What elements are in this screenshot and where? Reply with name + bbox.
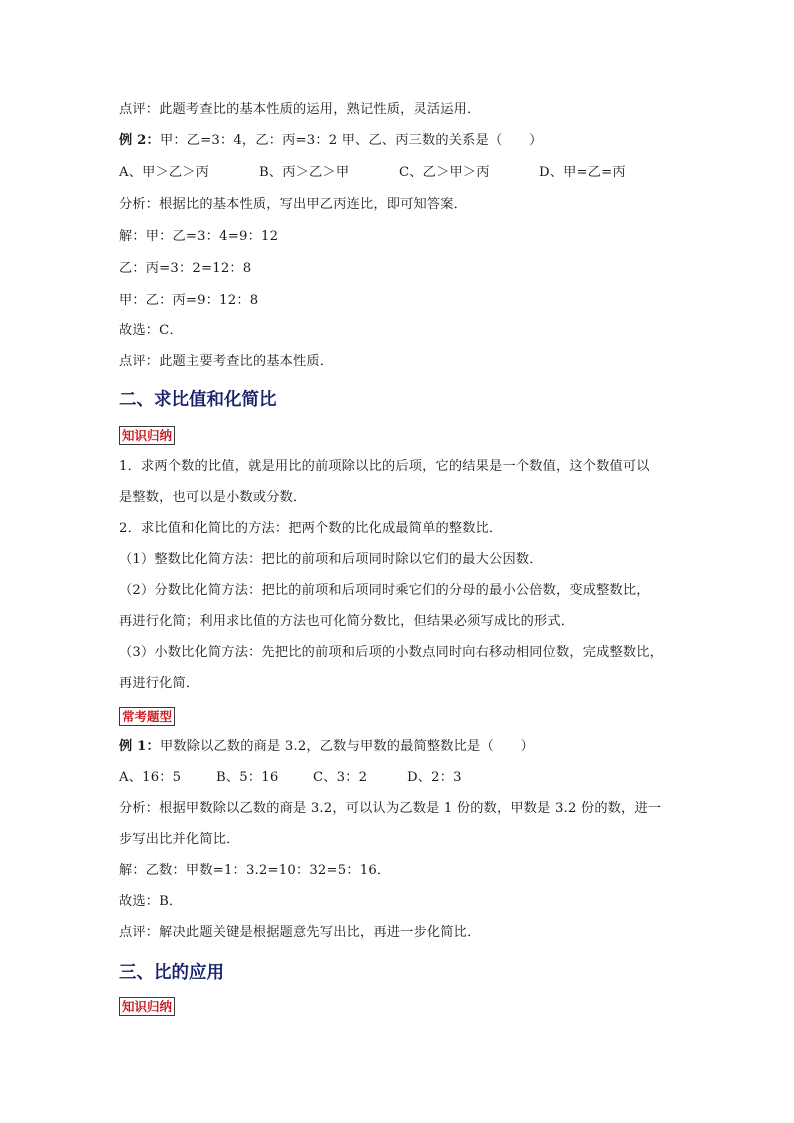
options-row [119, 768, 462, 788]
knowledge-point: 再进行化简． [119, 676, 200, 691]
section-heading: 二、求比值和化简比 [119, 390, 277, 410]
knowledge-point: 1．求两个数的比值，就是用比的前项除以比的后项，它的结果是一个数值，这个数值可以 [119, 459, 650, 474]
answer-text: 故选：B． [119, 894, 183, 909]
option-c: C、3：2 [313, 770, 368, 785]
knowledge-point: 是整数，也可以是小数或分数． [119, 490, 307, 505]
question-text: 甲数除以乙数的商是 3.2，乙数与甲数的最简整数比是（ ） [159, 739, 534, 754]
option-c: C、乙＞甲＞丙 [399, 165, 490, 180]
knowledge-point: （1）整数比化简方法：把比的前项和后项同时除以它们的最大公因数． [119, 552, 543, 567]
option-b: B、丙＞乙＞甲 [259, 165, 350, 180]
option-b: B、5：16 [216, 770, 279, 785]
solution-line: 甲：乙：丙=9：12：8 [119, 293, 259, 308]
solution-line: 乙：丙=3：2=12：8 [119, 261, 252, 276]
analysis-text: 步写出比并化简比． [119, 832, 240, 847]
knowledge-point: （2）分数比化简方法：把比的前项和后项同时乘它们的分母的最小公倍数，变成整数比， [119, 583, 650, 598]
example-2-question [119, 131, 543, 151]
review-text: 点评：此题主要考查比的基本性质． [119, 354, 334, 369]
option-d: D、甲=乙=丙 [539, 165, 626, 180]
analysis-text: 分析：根据比的基本性质，写出甲乙丙连比，即可知答案． [119, 197, 468, 212]
review-text: 点评：解决此题关键是根据题意先写出比，再进一步化简比． [119, 925, 481, 940]
solution-line: 解：甲：乙=3：4=9：12 [119, 229, 279, 244]
common-questions-tag: 常考题型 [119, 707, 175, 726]
answer-text: 故选：C． [119, 323, 183, 338]
option-d: D、2：3 [407, 770, 462, 785]
analysis-text: 分析：根据甲数除以乙数的商是 3.2，可以认为乙数是 1 份的数，甲数是 3.2 份的数，进一 [119, 801, 662, 816]
example-1-question [119, 737, 534, 757]
knowledge-point: 2．求比值和化简比的方法：把两个数的比化成最简单的整数比． [119, 521, 503, 536]
question-text: 甲：乙=3：4，乙：丙=3：2 甲、乙、丙三数的关系是（ ） [159, 133, 543, 148]
review-text: 点评：此题考查比的基本性质的运用，熟记性质，灵活运用． [119, 102, 481, 117]
solution-line: 解：乙数：甲数=1：3.2=10：32=5：16． [119, 863, 391, 878]
option-a: A、甲＞乙＞丙 [119, 165, 210, 180]
option-a: A、16：5 [119, 770, 182, 785]
knowledge-point: 再进行化简；利用求比值的方法也可化简分数比，但结果必须写成比的形式． [119, 614, 575, 629]
example-label: 例 1： [119, 739, 160, 754]
options-row [119, 163, 626, 183]
knowledge-tag: 知识归纳 [119, 426, 175, 445]
knowledge-point: （3）小数比化简方法：先把比的前项和后项的小数点同时向右移动相同位数，完成整数比， [119, 645, 664, 660]
section-heading: 三、比的应用 [119, 963, 224, 983]
knowledge-tag: 知识归纳 [119, 997, 175, 1016]
example-label: 例 2： [119, 133, 160, 148]
